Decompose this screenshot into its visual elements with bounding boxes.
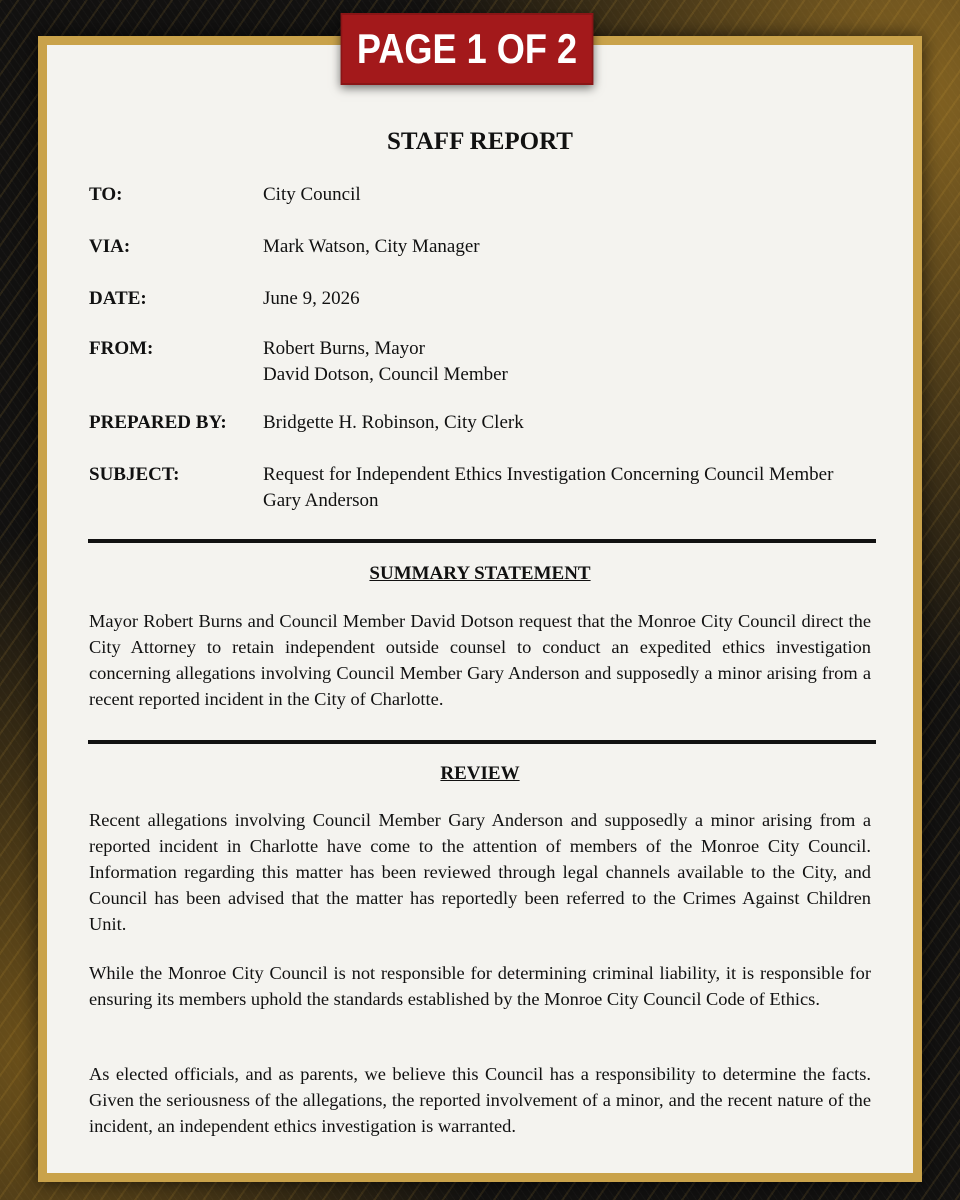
review-paragraph-2: While the Monroe City Council is not responsible for determining criminal liability, it is responsible for ensuring its members uphold the standards established by the Monroe City Council Code of Ethics. — [89, 963, 871, 1009]
from-line-1: Robert Burns, Mayor — [263, 338, 426, 359]
prepared-by-value: Bridgette H. Robinson, City Clerk — [263, 412, 524, 433]
review-paragraph-1: Recent allegations involving Council Member Gary Anderson and supposedly a minor arising from a reported incident in Charlotte have come to the attention of members of the Monroe City Council. Information regarding this matter has been reviewed through legal channels available to the City, and Council has been advised that the matter has reportedly been referred to the Crimes Against Children Unit. — [89, 810, 871, 934]
to-value: City Council — [263, 184, 361, 205]
document-title: STAFF REPORT — [387, 128, 573, 155]
to-label: TO: — [89, 184, 123, 205]
from-value — [263, 336, 883, 388]
review-heading: REVIEW — [440, 763, 520, 784]
subject-label: SUBJECT: — [89, 464, 180, 485]
summary-paragraph: Mayor Robert Burns and Council Member David Dotson request that the Monroe City Council direct the City Attorney to retain independent outside counsel to conduct an expedited ethics investigation concerning allegations involving Council Member Gary Anderson and supposedly a minor arising from a recent reported incident in the City of Charlotte. — [89, 611, 871, 709]
via-value: Mark Watson, City Manager — [263, 236, 480, 257]
via-label: VIA: — [89, 236, 131, 257]
from-line-2: David Dotson, Council Member — [263, 364, 508, 385]
review-paragraph-3: As elected officials, and as parents, we believe this Council has a responsibility to determine the facts. Given the seriousness of the allegations, the reported involvement of a minor, and the recent nature of the incident, an independent ethics investigation is warranted. — [89, 1064, 871, 1136]
subject-value: Request for Independent Ethics Investigation Concerning Council Member Gary Anderson — [263, 464, 834, 511]
divider — [88, 740, 876, 744]
from-label: FROM: — [89, 338, 154, 359]
summary-heading: SUMMARY STATEMENT — [369, 563, 591, 584]
date-value: June 9, 2026 — [263, 288, 360, 309]
date-label: DATE: — [89, 288, 147, 309]
prepared-by-label: PREPARED BY: — [89, 412, 227, 433]
page-badge: PAGE 1 OF 2 — [341, 13, 594, 85]
divider — [88, 539, 876, 543]
